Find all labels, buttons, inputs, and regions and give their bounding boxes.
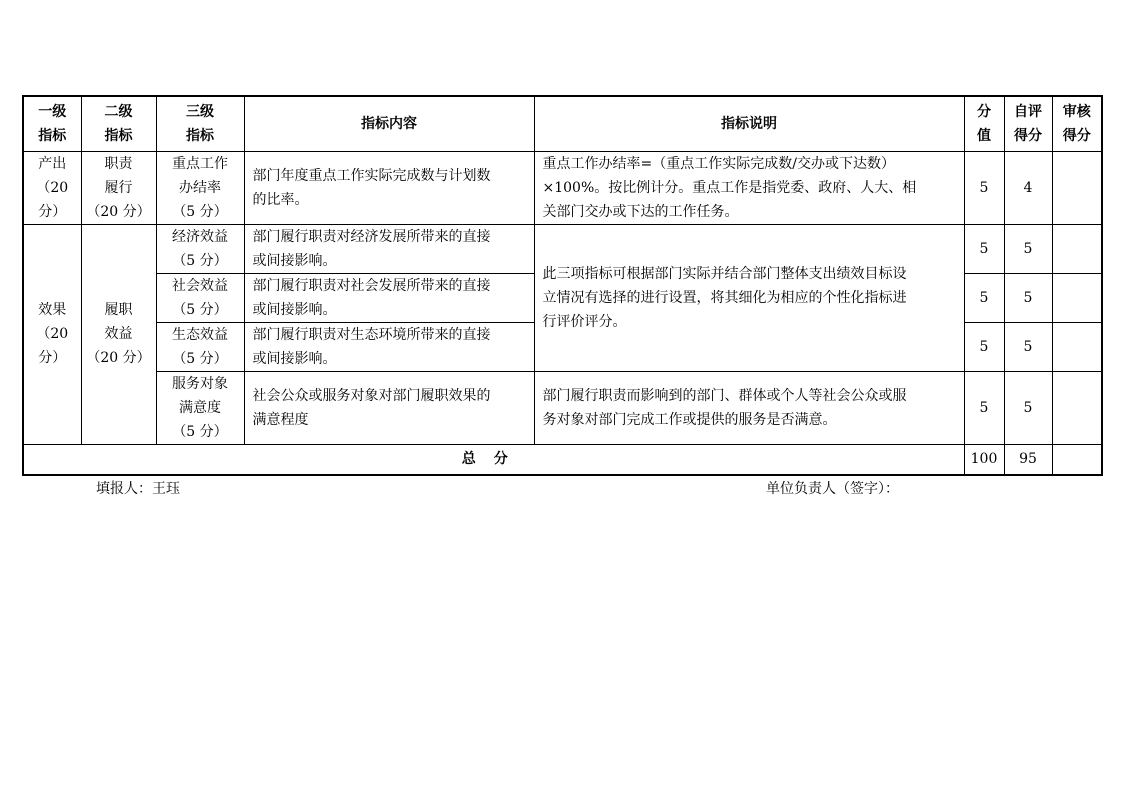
total-label: 总分 <box>23 444 964 475</box>
row-level3: 重点工作 办结率 （5 分） <box>156 151 244 224</box>
header-level2: 二级 指标 <box>81 96 156 151</box>
group-output-level1: 产出 （20 分） <box>23 151 81 224</box>
row-self-score: 5 <box>1004 371 1052 444</box>
row-self-score: 5 <box>1004 224 1052 273</box>
group-effect-level1: 效果 （20 分） <box>23 224 81 444</box>
row-level3: 社会效益 （5 分） <box>156 273 244 322</box>
row-content: 部门年度重点工作实际完成数与计划数 的比率。 <box>244 151 534 224</box>
row-score: 5 <box>964 224 1004 273</box>
row-audit-score <box>1052 151 1102 224</box>
row-content: 部门履行职责对生态环境所带来的直接 或间接影响。 <box>244 322 534 371</box>
performance-evaluation-table <box>22 95 1103 476</box>
table-row <box>23 224 1102 273</box>
row-level3: 服务对象 满意度 （5 分） <box>156 371 244 444</box>
total-row <box>23 444 1102 475</box>
row-self-score: 4 <box>1004 151 1052 224</box>
row-description: 重点工作办结率=（重点工作实际完成数/交办或下达数） ×100%。按比例计分。重点工作是指党委、政府、人大、相 关部门交办或下达的工作任务。 <box>534 151 964 224</box>
row-content: 部门履行职责对社会发展所带来的直接 或间接影响。 <box>244 273 534 322</box>
group-effect-level2: 履职 效益 （20 分） <box>81 224 156 444</box>
supervisor-signature-label: 单位负责人（签字）： <box>766 481 899 497</box>
row-self-score: 5 <box>1004 322 1052 371</box>
header-level1: 一级 指标 <box>23 96 81 151</box>
total-score: 100 <box>964 444 1004 475</box>
row-audit-score <box>1052 371 1102 444</box>
header-audit-score: 审核 得分 <box>1052 96 1102 151</box>
table-row <box>23 151 1102 224</box>
row-description: 部门履行职责而影响到的部门、群体或个人等社会公众或服 务对象对部门完成工作或提供的服务是否满意。 <box>534 371 964 444</box>
row-content: 社会公众或服务对象对部门履职效果的 满意程度 <box>244 371 534 444</box>
header-level3: 三级 指标 <box>156 96 244 151</box>
row-score: 5 <box>964 322 1004 371</box>
row-score: 5 <box>964 151 1004 224</box>
header-content: 指标内容 <box>244 96 534 151</box>
group-output-level2: 职责 履行 （20 分） <box>81 151 156 224</box>
row-level3: 生态效益 （5 分） <box>156 322 244 371</box>
row-score: 5 <box>964 371 1004 444</box>
row-self-score: 5 <box>1004 273 1052 322</box>
header-score: 分 值 <box>964 96 1004 151</box>
total-audit-score <box>1052 444 1102 475</box>
row-content: 部门履行职责对经济发展所带来的直接 或间接影响。 <box>244 224 534 273</box>
row-audit-score <box>1052 273 1102 322</box>
header-description: 指标说明 <box>534 96 964 151</box>
shared-description: 此三项指标可根据部门实际并结合部门整体支出绩效目标设 立情况有选择的进行设置，将其细化为相应的个性化指标进 行评价评分。 <box>534 224 964 371</box>
header-row <box>23 96 1102 151</box>
filler-label: 填报人：王珏 <box>96 481 180 497</box>
row-score: 5 <box>964 273 1004 322</box>
table-row <box>23 371 1102 444</box>
total-self-score: 95 <box>1004 444 1052 475</box>
row-audit-score <box>1052 322 1102 371</box>
header-self-score: 自评 得分 <box>1004 96 1052 151</box>
row-audit-score <box>1052 224 1102 273</box>
row-level3: 经济效益 （5 分） <box>156 224 244 273</box>
